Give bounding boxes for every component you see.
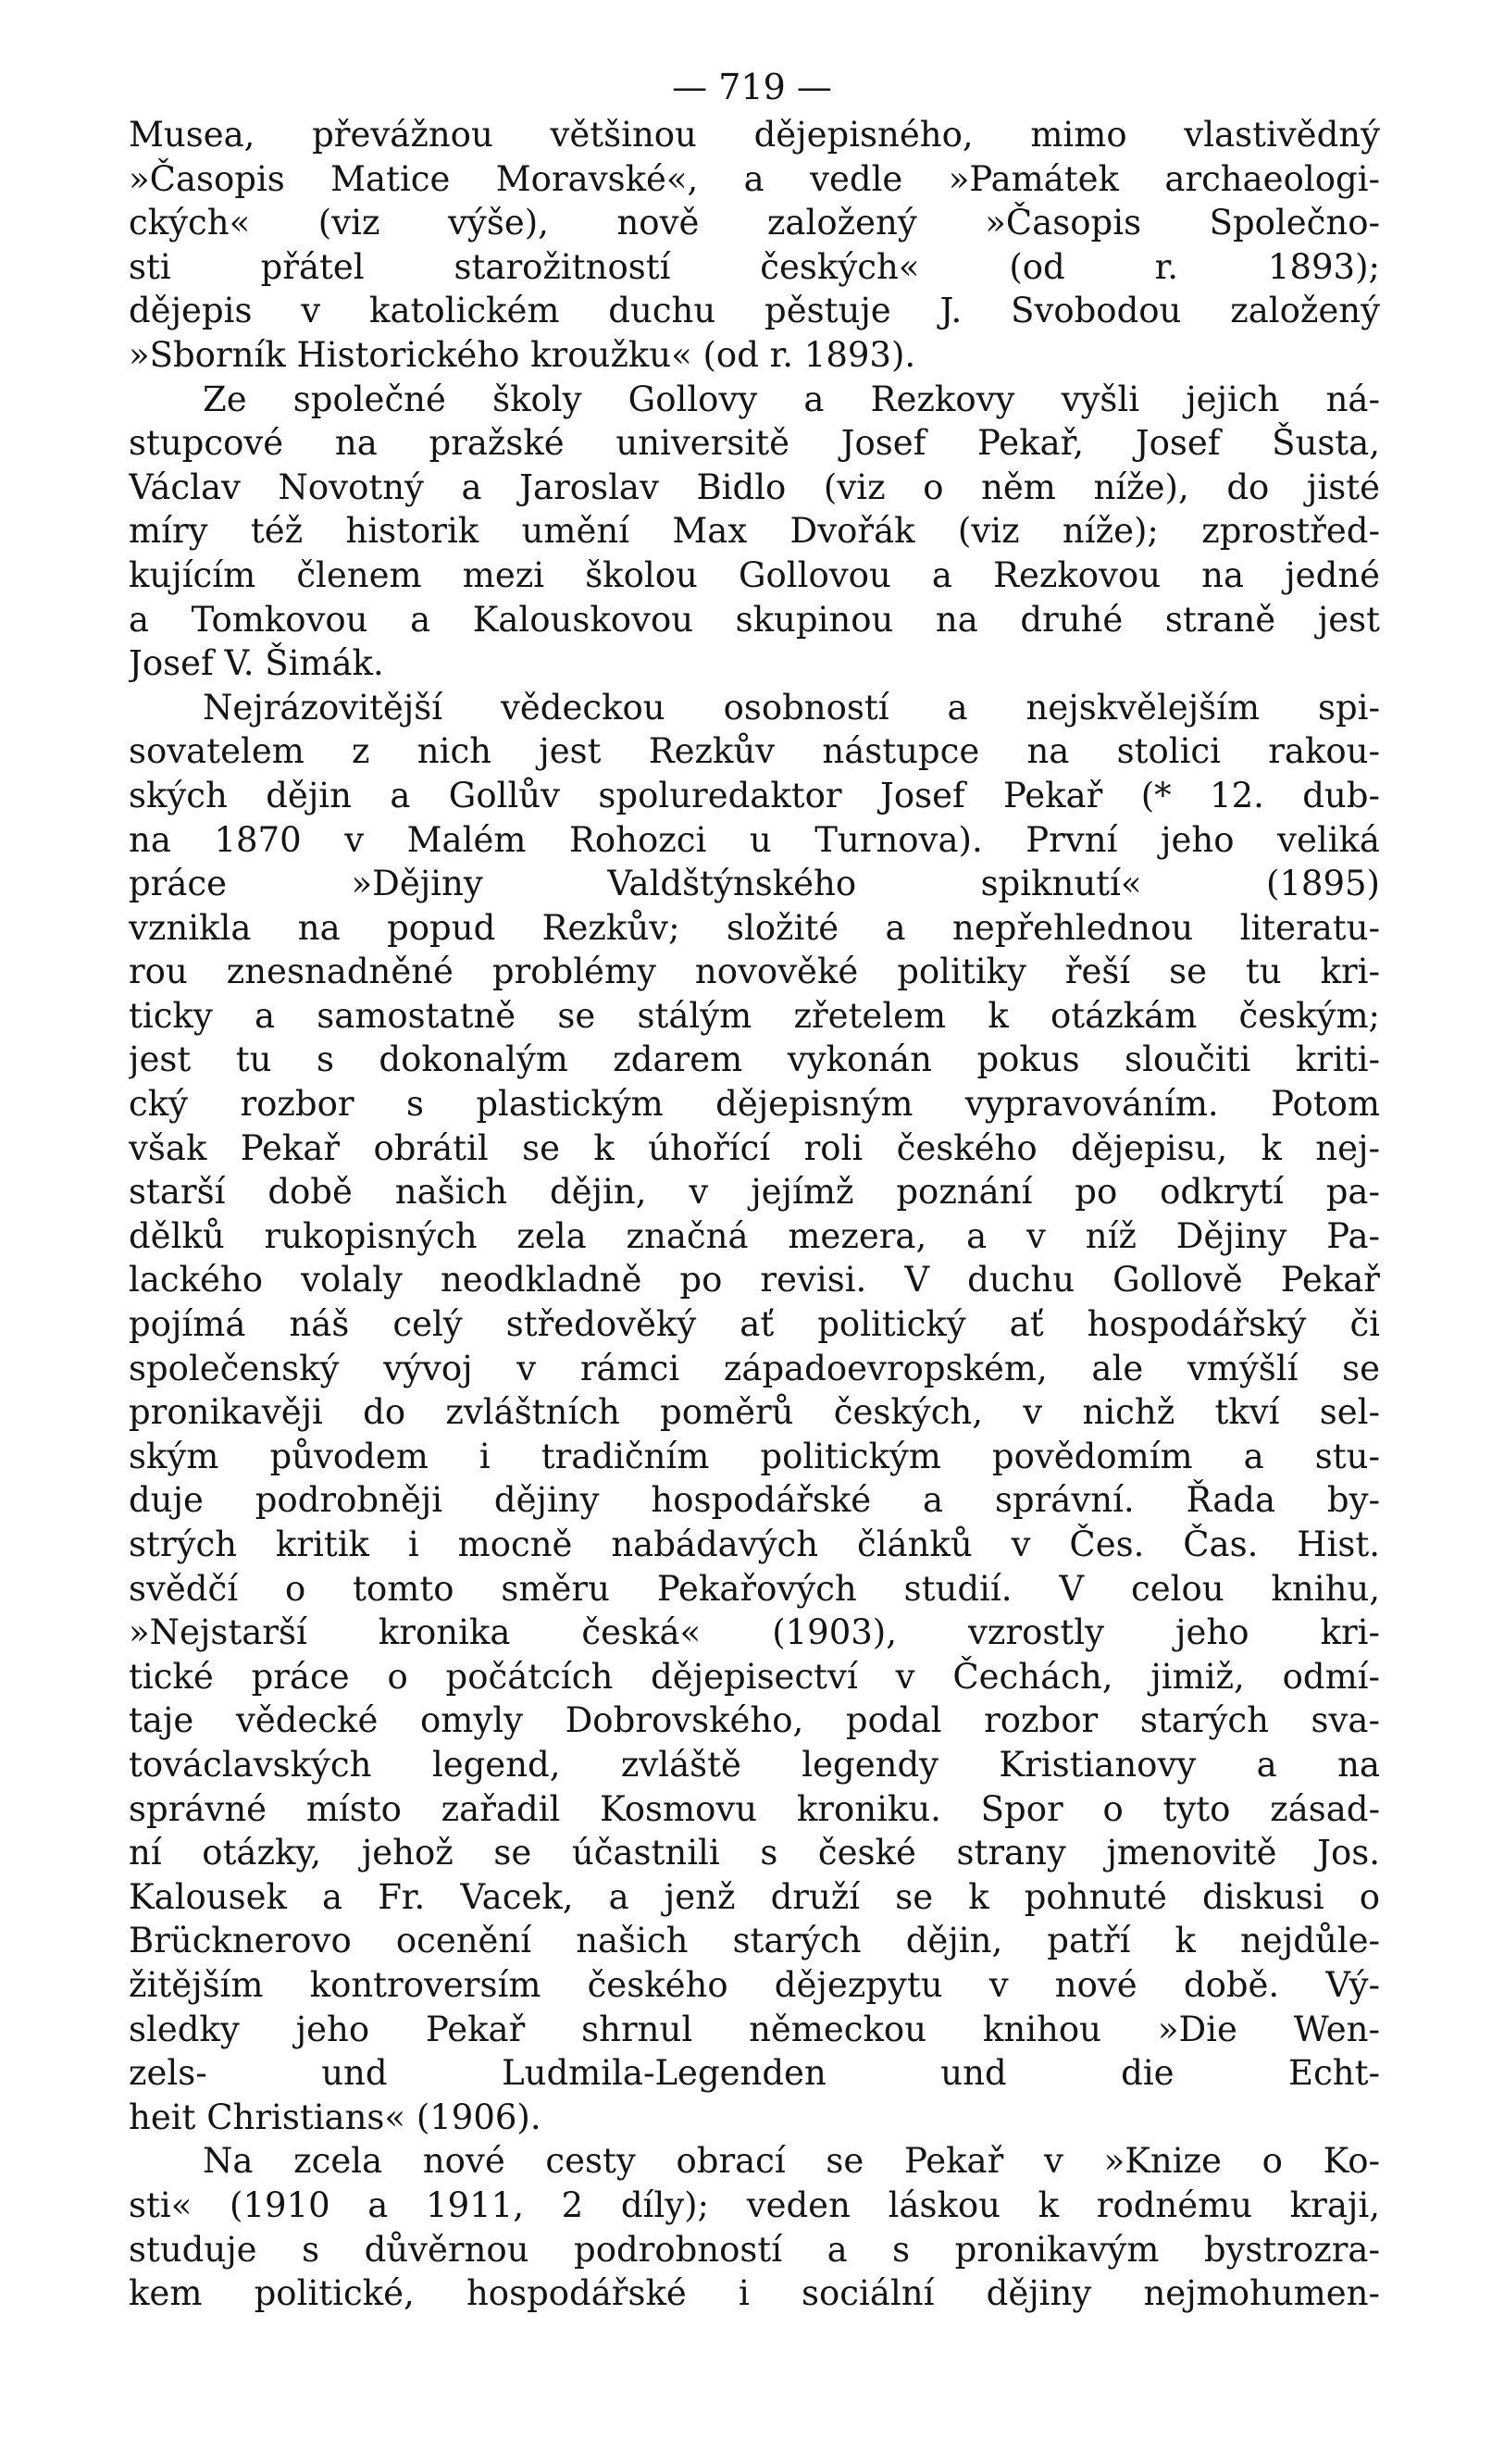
page-number: — 719 — xyxy=(672,67,832,107)
text-line: »Časopis Matice Moravské«, a vedle »Památek archaeologi- xyxy=(129,158,1380,199)
text-line: Václav Novotný a Jaroslav Bidlo (viz o něm níže), do jisté xyxy=(129,467,1380,507)
text-line: pronikavěji do zvláštních poměrů českých, v nichž tkví sel- xyxy=(129,1392,1380,1433)
text-line: stupcové na pražské universitě Josef Pekař, Josef Šusta, xyxy=(129,423,1380,464)
text-line: sti« (1910 a 1911, 2 díly); veden láskou k rodnému kraji, xyxy=(129,2184,1380,2225)
text-line: ským původem i tradičním politickým povědomím a stu- xyxy=(129,1436,1380,1476)
text-line: na 1870 v Malém Rohozci u Turnova). První jeho veliká xyxy=(129,819,1380,860)
text-line: »Nejstarší kronika česká« (1903), vzrostly jeho kri- xyxy=(129,1612,1380,1653)
text-line: ticky a samostatně se stálým zřetelem k otázkám českým; xyxy=(129,995,1380,1036)
text-line: starší době našich dějin, v jejímž poznání po odkrytí pa- xyxy=(129,1172,1380,1213)
text-line: Ze společné školy Gollovy a Rezkovy vyšli jejich ná- xyxy=(203,379,1380,419)
text-line: však Pekař obrátil se k úhořící roli českého dějepisu, k nej- xyxy=(129,1127,1380,1168)
text-line: ckých« (viz výše), nově založený »Časopis Společno- xyxy=(129,203,1380,243)
text-line: vznikla na popud Rezkův; složité a nepřehlednou literatu- xyxy=(129,907,1380,948)
text-line: a Tomkovou a Kalouskovou skupinou na druhé straně jest xyxy=(129,599,1380,640)
text-line: Josef V. Šimák. xyxy=(129,643,384,684)
text-line: heit Christians« (1906). xyxy=(129,2097,541,2137)
text-line: práce »Dějiny Valdštýnského spiknutí« (1895) xyxy=(129,864,1380,904)
text-line: kujícím členem mezi školou Gollovou a Rezkovou na jedné xyxy=(129,554,1380,595)
text-line: strých kritik i mocně nabádavých článků v Čes. Čas. Hist. xyxy=(129,1524,1380,1564)
text-line: dějepis v katolickém duchu pěstuje J. Svobodou založený xyxy=(129,291,1380,331)
text-line: lackého volaly neodkladně po revisi. V duchu Gollově Pekař xyxy=(129,1260,1380,1300)
text-line: Kalousek a Fr. Vacek, a jenž druží se k pohnuté diskusi o xyxy=(129,1876,1380,1917)
text-line: »Sborník Historického kroužku« (od r. 1893). xyxy=(129,334,916,375)
text-line: tické práce o počátcích dějepisectví v Čechách, jimiž, odmí- xyxy=(129,1656,1380,1697)
text-line: cký rozbor s plastickým dějepisným vypravováním. Potom xyxy=(129,1084,1380,1125)
text-line: míry též historik umění Max Dvořák (viz níže); zprostřed- xyxy=(129,511,1380,552)
text-line: sti přátel starožitností českých« (od r. 1893); xyxy=(129,246,1380,287)
text-line: kem politické, hospodářské i sociální dějiny nejmohumen- xyxy=(129,2273,1380,2314)
text-line: taje vědecké omyly Dobrovského, podal rozbor starých sva- xyxy=(129,1700,1380,1741)
text-line: svědčí o tomto směru Pekařových studií. V celou knihu, xyxy=(129,1568,1380,1609)
text-line: Nejrázovitější vědeckou osobností a nejskvělejším spi- xyxy=(203,687,1380,728)
text-line: Musea, převážnou většinou dějepisného, mimo vlastivědný xyxy=(129,115,1380,155)
text-line: zels- und Ludmila-Legenden und die Echt- xyxy=(129,2053,1380,2094)
text-line: ských dějin a Gollův spoluredaktor Josef Pekař (* 12. dub- xyxy=(129,775,1380,815)
text-line: továclavských legend, zvláště legendy Kristianovy a na xyxy=(129,1744,1380,1785)
text-line: správné místo zařadil Kosmovu kroniku. Spor o tyto zásad- xyxy=(129,1788,1380,1829)
text-line: Na zcela nové cesty obrací se Pekař v »Knize o Ko- xyxy=(203,2141,1380,2182)
text-line: ní otázky, jehož se účastnili s české strany jmenovitě Jos. xyxy=(129,1833,1380,1873)
text-line: dělků rukopisných zela značná mezera, a v níž Dějiny Pa- xyxy=(129,1215,1380,1256)
text-line: Brücknerovo ocenění našich starých dějin, patří k nejdůle- xyxy=(129,1921,1380,1961)
text-line: sledky jeho Pekař shrnul německou knihou »Die Wen- xyxy=(129,2009,1380,2049)
text-line: rou znesnadněné problémy novověké politiky řeší se tu kri- xyxy=(129,952,1380,992)
text-line: pojímá náš celý středověký ať politický ať hospodářský či xyxy=(129,1304,1380,1345)
text-line: duje podrobněji dějiny hospodářské a správní. Řada by- xyxy=(129,1480,1380,1521)
text-line: sovatelem z nich jest Rezkův nástupce na stolici rakou- xyxy=(129,731,1380,772)
text-line: žitějším kontroversím českého dějezpytu v nové době. Vý- xyxy=(129,1964,1380,2005)
text-line: jest tu s dokonalým zdarem vykonán pokus sloučiti kriti- xyxy=(129,1039,1380,1080)
body-text xyxy=(129,113,1380,2316)
text-line: společenský vývoj v rámci západoevropském, ale vmýšlí se xyxy=(129,1348,1380,1388)
text-line: studuje s důvěrnou podrobností a s pronikavým bystrozra- xyxy=(129,2229,1380,2270)
